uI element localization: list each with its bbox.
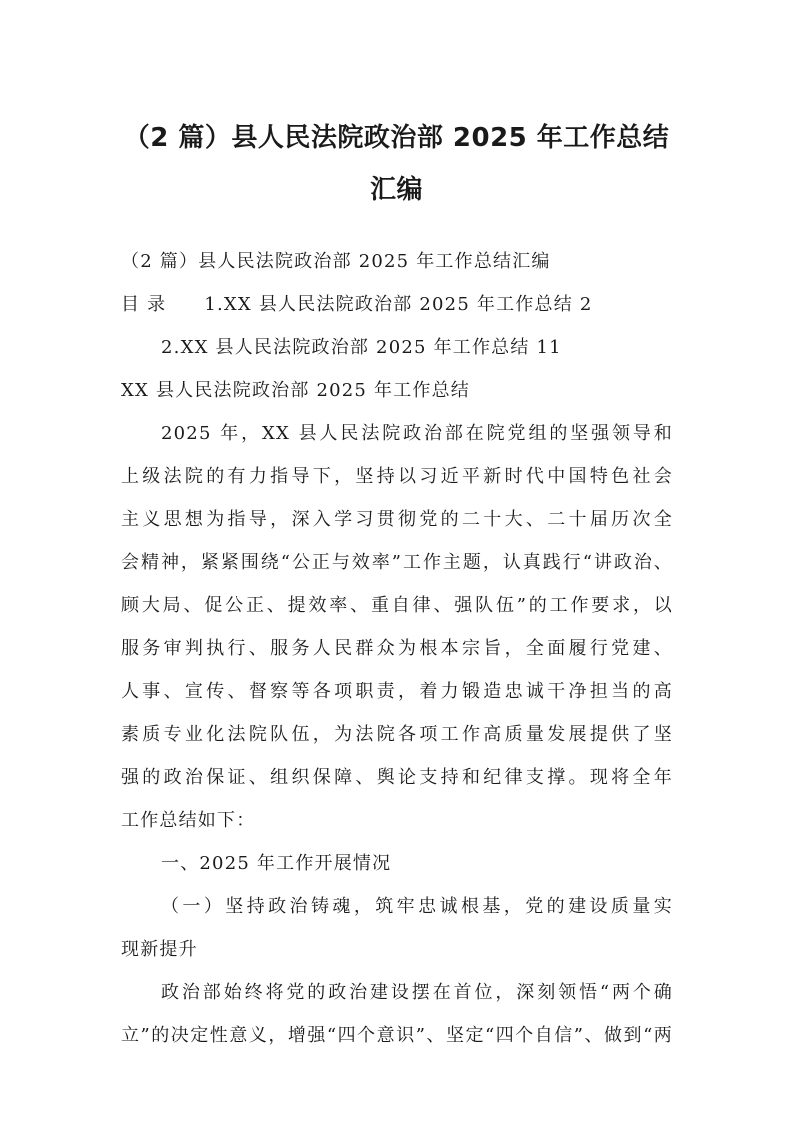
toc-item-1: 1.XX 县人民法院政治部 2025 年工作总结 2 — [204, 294, 593, 315]
subsection-heading-line: （一）坚持政治铸魂，筑牢忠诚根基，党的建设质量实 — [161, 896, 673, 917]
title-line-2: 汇编 — [369, 175, 423, 205]
paragraph-1-line: 主义思想为指导，深入学习贯彻党的二十大、二十届历次全 — [121, 509, 673, 530]
paragraph-2-line: 政治部始终将党的政治建设摆在首位，深刻领悟“两个确 — [161, 982, 673, 1003]
article-title: XX 县人民法院政治部 2025 年工作总结 — [121, 380, 471, 401]
paragraph-1-line: 强的政治保证、组织保障、舆论支持和纪律支撑。现将全年 — [121, 767, 673, 788]
paragraph-1-line: 上级法院的有力指导下，坚持以习近平新时代中国特色社会 — [121, 466, 673, 487]
paragraph-1-line: 顾大局、促公正、提效率、重自律、强队伍”的工作要求，以 — [121, 595, 673, 616]
paragraph-1-line: 工作总结如下： — [121, 810, 256, 831]
toc-item-2: 2.XX 县人民法院政治部 2025 年工作总结 11 — [161, 337, 562, 358]
toc-line-1 — [121, 293, 673, 317]
paragraph-2-line: 立”的决定性意义，增强“四个意识”、坚定“四个自信”、做到“两 — [121, 1025, 673, 1046]
section-heading-1: 一、2025 年工作开展情况 — [161, 853, 392, 874]
document-title — [100, 112, 693, 216]
title-line-1: （2 篇）县人民法院政治部 2025 年工作总结 — [123, 123, 670, 153]
subsection-heading-line: 现新提升 — [121, 939, 198, 960]
subtitle: （2 篇）县人民法院政治部 2025 年工作总结汇编 — [121, 251, 551, 272]
paragraph-1-line: 人事、宣传、督察等各项职责，着力锻造忠诚干净担当的高 — [121, 681, 673, 702]
toc-label: 目 录 — [121, 294, 167, 315]
paragraph-1-line: 2025 年，XX 县人民法院政治部在院党组的坚强领导和 — [161, 423, 673, 444]
paragraph-1-line: 会精神，紧紧围绕“公正与效率”工作主题，认真践行“讲政治、 — [121, 552, 673, 573]
paragraph-1-line: 素质专业化法院队伍，为法院各项工作高质量发展提供了坚 — [121, 724, 673, 745]
paragraph-1-line: 服务审判执行、服务人民群众为根本宗旨，全面履行党建、 — [121, 638, 673, 659]
